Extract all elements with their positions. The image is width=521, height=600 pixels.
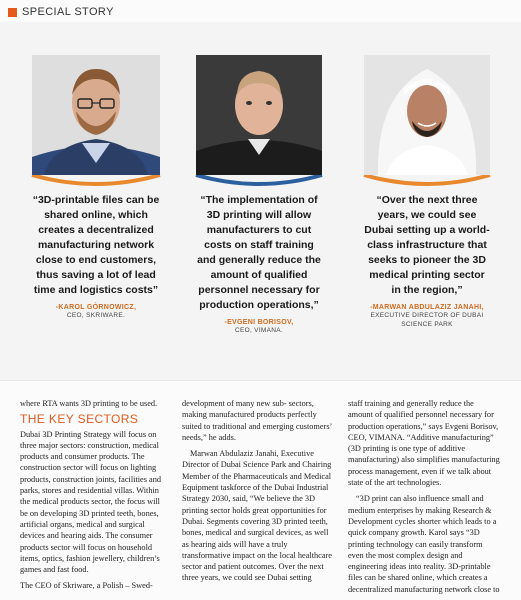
article-paragraph: “3D print can also influence small and medium enterprises by making Research & Development cycles shorter which leads to a quick company growth. Karol says “3D printing technology can easily transform even the most complex design and engineering ideas into reality. 3D-printable files can be shared online, which creates a decentralized manufacturing network close to [348, 494, 500, 594]
profile-card-borisov [196, 55, 322, 335]
profile-photo-janahi [364, 55, 490, 175]
profile-photo-gornowicz [32, 55, 160, 175]
article-column-2 [182, 398, 336, 589]
portrait-image [32, 55, 160, 175]
section-divider [0, 380, 521, 381]
article-paragraph: staff training and generally reduce the amount of qualified personnel necessary for production operations,” says Evgeni Borisov, CEO, VIMANA. “Additive manufacturing” (3D printing is one type of additive manufacturing) also simplifies manufacturing process management, even if we talk about state of the art technologies. [348, 399, 500, 488]
article-paragraph: The CEO of Skriware, a Polish – Swed- [20, 581, 153, 591]
article-paragraph: Marwan Abdulaziz Janahi, Executive Director of Dubai Science Park and Chairing Member of the Pharmaceuticals and Medical Equipment taskforce of the Dubai Industrial Strategy 2030, said, “We believe the 3D printing sector holds great opportunities for Dubai. Segments covering 3D printed teeth, bones, medical and surgical devices, as well as hearing aids will have a truly transformative impact on the local healthcare sector and patient outcomes. Over the next three years, we could see Dubai setting [182, 449, 332, 583]
profile-name: -MARWAN ABDULAZIZ JANAHI, [370, 304, 484, 311]
section-title: SPECIAL STORY [22, 6, 114, 18]
photo-frame-accent [32, 175, 160, 187]
profile-card-gornowicz [32, 55, 160, 320]
profile-role: CEO, SKRIWARE. [66, 312, 126, 319]
profile-card-janahi [364, 55, 490, 329]
article-paragraph: where RTA wants 3D printing to be used. [20, 399, 158, 408]
article-column-3 [348, 398, 500, 600]
profile-attribution [364, 304, 490, 329]
portrait-image [196, 55, 322, 175]
profile-role: EXECUTIVE DIRECTOR OF DUBAI SCIENCE PARK [370, 312, 484, 328]
portrait-image [364, 55, 490, 175]
article-paragraph: Dubai 3D Printing Strategy will focus on three major sectors: construction, medical products and consumer products. The construction sector will focus on lighting products, construction joints, facilities and parks, stores and residential villas. Within the medical products sector, the focus will be on developing 3D printed teeth, bones, artificial organs, medical and surgical devices and hearing aids. The consumer products sector will focus on household items, optics, fashion jewellery, children’s games and fast food. [20, 429, 162, 575]
article-paragraph: development of many new sub- sectors, making manufactured products perfectly suited to traditional and emerging customers’ needs,” he adds. [182, 399, 332, 442]
profile-name: -EVGENI BORISOV, [224, 319, 294, 326]
profile-attribution [196, 319, 322, 335]
profile-quote: “3D-printable files can be shared online, which creates a decentralized manufacturing network close to end customers, thus saving a lot of lead time and logistics costs” [32, 194, 160, 296]
photo-frame-accent [364, 175, 490, 187]
article-column-1 [20, 398, 168, 597]
section-heading: THE KEY SECTORS [20, 412, 139, 427]
section-header [8, 6, 114, 18]
profile-quote: “Over the next three years, we could see Dubai setting up a world-class infrastructure that seeks to pioneer the 3D medical printing sector in the region,” [364, 194, 490, 296]
profile-quote: “The implementation of 3D printing will allow manufacturers to cut costs on staff training and generally reduce the amount of qualified personnel necessary for production operations,” [197, 194, 321, 311]
profile-attribution [32, 304, 160, 320]
profile-role: CEO, VIMANA. [234, 327, 284, 334]
photo-frame-accent [196, 175, 322, 187]
profile-name: -KAROL GÓRNOWICZ, [55, 304, 137, 311]
section-marker-icon [8, 8, 17, 17]
profile-photo-borisov [196, 55, 322, 175]
